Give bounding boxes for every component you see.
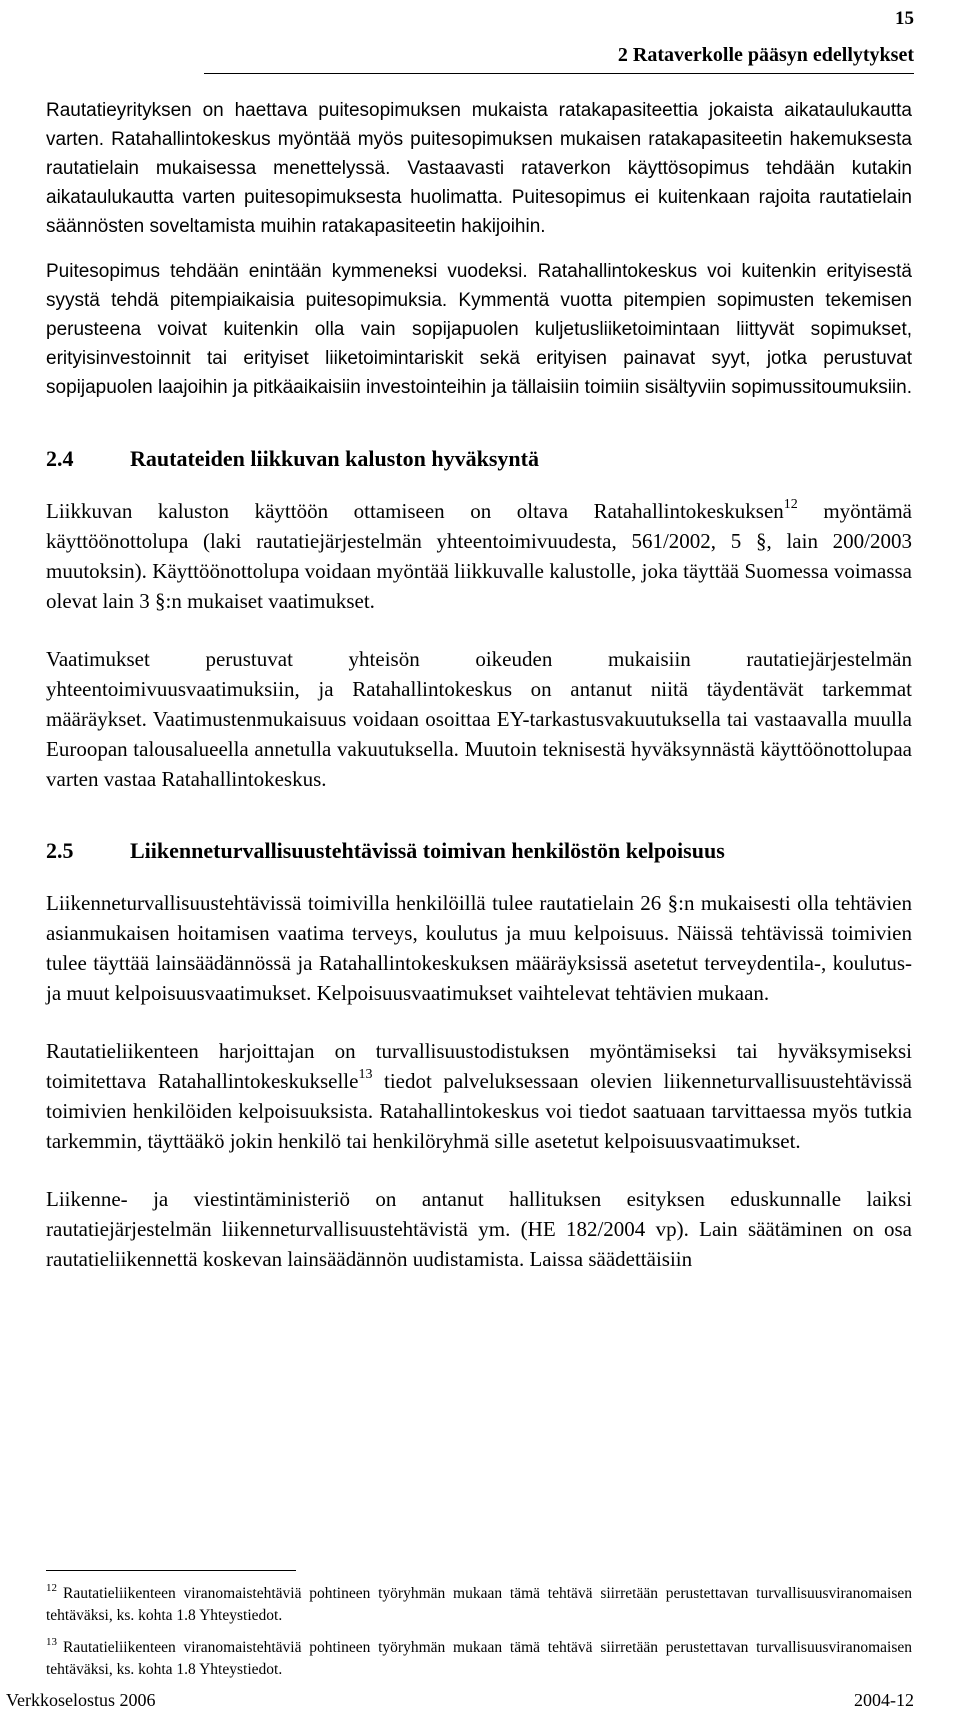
paragraph-text: myöntämä käyttöönottolupa (laki rautatiejärjestelmän yhteentoimivuudesta, 561/2002, 5 §, lain 200/2003 muutoksin). Käyttöönottolupa voidaan myöntää liikkuvalle kalustolle, joka täyttää Suomessa voimassa olevat lain 3 §:n mukaiset vaatimukset. (46, 499, 912, 613)
footnote-ref[interactable]: 13 (358, 1067, 373, 1082)
paragraph: Puitesopimus tehdään enintään kymmeneksi vuodeksi. Ratahallintokeskus voi kuitenkin erityisestä syystä tehdä pitempiaikaisia puitesopimuksia. Kymmentä vuotta pitempien sopimusten tekemisen perusteena voivat kuitenkin olla vain sopijapuolen kuljetusliiketoimintaan liittyvät sopimukset, erityisinvestoinnit tai erityiset liiketoimintariskit sekä erityisen painavat syyt, jotka perustuvat sopijapuolen laajoihin ja pitkäaikaisiin investointeihin ja tällaisiin toimiin sisältyviin sopimussitoumuksiin. (46, 261, 912, 398)
footnote-mark: 12 (46, 1582, 57, 1594)
page-number: 15 (895, 8, 914, 29)
section-title: Liikenneturvallisuustehtävissä toimivan henkilöstön kelpoisuus (130, 838, 725, 863)
footnote-text: Rautatieliikenteen viranomaistehtäviä pohtineen työryhmän mukaan tämä tehtävä siirretään perustettavan turvallisuusviranomaisen tehtäväksi, ks. kohta 1.8 Yhteystiedot. (46, 1585, 912, 1624)
paragraph: Vaatimukset perustuvat yhteisön oikeuden mukaisiin rautatiejärjestelmän yhteentoimivuusvaatimuksiin, ja Ratahallintokeskus on antanut niitä täydentävät tarkemmat määräykset. Vaatimustenmukaisuus voidaan osoittaa EY-tarkastusvakuutuksella tai vastaavalla muulla Euroopan talousalueella annetulla vakuutuksella. Muutoin teknisestä hyväksynnästä käyttöönottolupaa varten vastaa Ratahallintokeskus. (46, 647, 912, 791)
page-body (46, 96, 912, 1274)
paragraph: Liikenne- ja viestintäministeriö on antanut hallituksen esityksen eduskunnalle laiksi rautatiejärjestelmän liikenneturvallisuustehtävistä ym. (HE 182/2004 vp). Lain säätäminen on osa rautatieliikennettä koskevan lainsäädännön uudistamista. Laissa säädettäisiin (46, 1187, 912, 1271)
page-footer (0, 1690, 960, 1714)
paragraph-text: Rautatieliikenteen harjoittajan on turvallisuustodistuksen myöntämiseksi tai hyväksymiseksi toimitettava Ratahallintokeskukselle (46, 1039, 912, 1093)
paragraph-text: Liikkuvan kaluston käyttöön ottamiseen on oltava Ratahallintokeskuksen (46, 499, 784, 523)
footnote-ref[interactable]: 12 (783, 497, 798, 512)
paragraph: Liikenneturvallisuustehtävissä toimivilla henkilöillä tulee rautatielain 26 §:n mukaisesti olla tehtävien asianmukaisen hoitamisen vaatima terveys, koulutus ja muu kelpoisuus. Näissä tehtävissä toimivien tulee täyttää lainsäädännössä ja Ratahallintokeskuksen määräyksissä asetetut terveydentila-, koulutus- ja muut kelpoisuusvaatimukset. Kelpoisuusvaatimukset vaihtelevat tehtävien mukaan. (46, 891, 912, 1005)
running-header: 2 Rataverkolle pääsyn edellytykset (204, 44, 914, 74)
paragraph (46, 1036, 912, 1156)
paragraph-text: tiedot palveluksessaan olevien liikenneturvallisuustehtävissä toimivien henkilöiden kelpoisuuksista. Ratahallintokeskus voi tiedot saatuaan tarvittaessa myös tutkia tarkemmin, täyttääkö jokin henkilö tai henkilöryhmä sille asetetut kelpoisuusvaatimukset. (46, 1069, 912, 1153)
footnote-divider (46, 1570, 296, 1571)
paragraph (46, 496, 912, 616)
footnote-mark: 13 (46, 1636, 57, 1648)
footer-date: 2004-12 (854, 1690, 914, 1710)
footnote (46, 1637, 912, 1681)
footnote-text: Rautatieliikenteen viranomaistehtäviä pohtineen työryhmän mukaan tämä tehtävä siirretään perustettavan turvallisuusviranomaisen tehtäväksi, ks. kohta 1.8 Yhteystiedot. (46, 1639, 912, 1678)
section-heading-2-5 (46, 836, 912, 866)
section-title: Rautateiden liikkuvan kaluston hyväksyntä (130, 446, 539, 471)
footnotes (46, 1570, 912, 1691)
section-heading-2-4 (46, 444, 912, 474)
section-number: 2.5 (46, 838, 74, 863)
footer-document-title: Verkkoselostus 2006 (6, 1690, 156, 1710)
footnote (46, 1583, 912, 1627)
section-number: 2.4 (46, 446, 74, 471)
paragraph: Rautatieyrityksen on haettava puitesopimuksen mukaista ratakapasiteettia jokaista aikataulukautta varten. Ratahallintokeskus myöntää myös puitesopimuksen mukaisen ratakapasiteetin hakemuksesta rautatielain mukaisessa menettelyssä. Vastaavasti rataverkon käyttösopimus tehdään kutakin aikataulukautta varten puitesopimuksesta huolimatta. Puitesopimus ei kuitenkaan rajoita rautatielain säännösten soveltamista muihin ratakapasiteetin hakijoihin. (46, 100, 912, 237)
